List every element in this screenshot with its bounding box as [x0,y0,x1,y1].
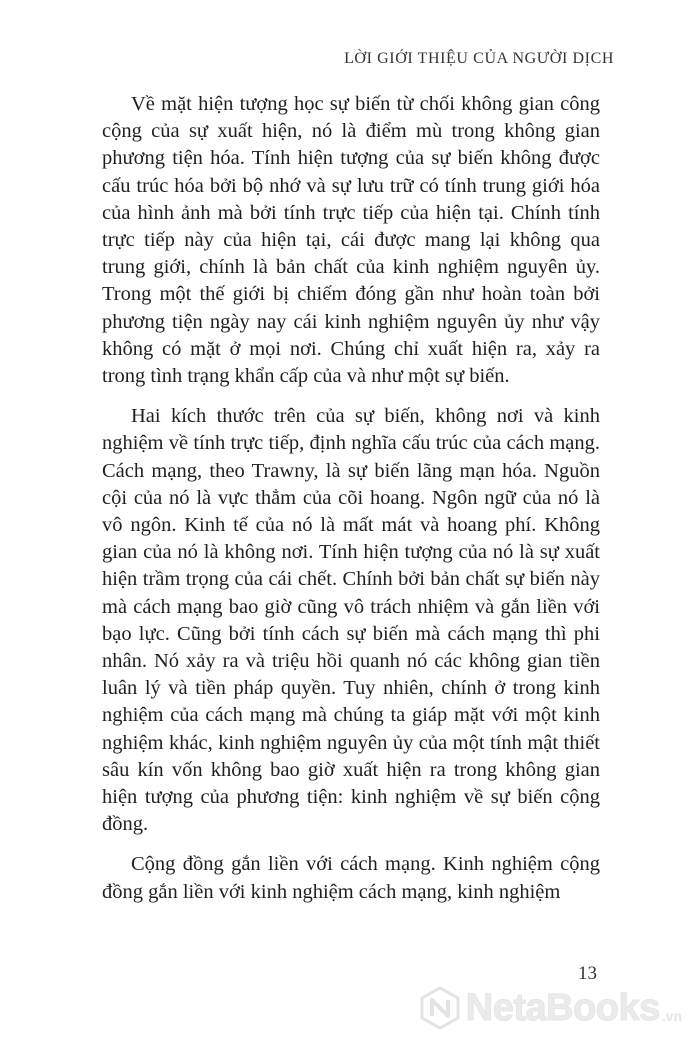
body-text [102,91,600,919]
paragraph: Cộng đồng gắn liền với cách mạng. Kinh nghiệm cộng đồng gắn liền với kinh nghiệm cách mạng, kinh nghiệm [102,853,600,903]
netabooks-logo-icon [418,986,462,1030]
watermark-text: NetaBooks [465,987,660,1029]
running-header: LỜI GIỚI THIỆU CỦA NGƯỜI DỊCH [344,50,614,67]
watermark [418,986,682,1030]
page-number: 13 [578,963,597,984]
paragraph: Hai kích thước trên của sự biến, không nơi và kinh nghiệm về tính trực tiếp, định nghĩa cấu trúc của cách mạng. Cách mạng, theo Trawny, là sự biến lãng mạn hóa. Nguồn cội của nó là vực thẳm của cõi hoang. Ngôn ngữ của nó là vô ngôn. Kinh tế của nó là mất mát và hoang phí. Không gian của nó là không nơi. Tính hiện tượng của nó là sự xuất hiện trầm trọng của cái chết. Chính bởi bản chất sự biến này mà cách mạng bao giờ cũng vô trách nhiệm và gắn liền với bạo lực. Cũng bởi tính cách sự biến mà cách mạng thì phi nhân. Nó xảy ra và triệu hồi quanh nó các không gian tiền luân lý và tiền pháp quyền. Tuy nhiên, chính ở trong kinh nghiệm của cách mạng mà chúng ta giáp mặt với một kinh nghiệm khác, kinh nghiệm nguyên ủy của một tính mật thiết sâu kín vốn không bao giờ xuất hiện ra trong không gian hiện tượng của phương tiện: kinh nghiệm về sự biến cộng đồng. [102,405,600,836]
watermark-suffix: .vn [661,1008,682,1024]
paragraph: Về mặt hiện tượng học sự biến từ chối không gian công cộng của sự xuất hiện, nó là điểm mù trong không gian phương tiện hóa. Tính hiện tượng của sự biến không được cấu trúc hóa bởi bộ nhớ và sự lưu trữ có tính trung giới hóa của hình ảnh mà bởi tính trực tiếp của hiện tại. Chính tính trực tiếp này của hiện tại, cái được mang lại không qua trung giới, chính là bản chất của kinh nghiệm nguyên ủy. Trong một thế giới bị chiếm đóng gần như hoàn toàn bởi phương tiện ngày nay cái kinh nghiệm nguyên ủy như vậy không có mặt ở mọi nơi. Chúng chỉ xuất hiện ra, xảy ra trong tình trạng khẩn cấp của và như một sự biến. [102,93,600,388]
